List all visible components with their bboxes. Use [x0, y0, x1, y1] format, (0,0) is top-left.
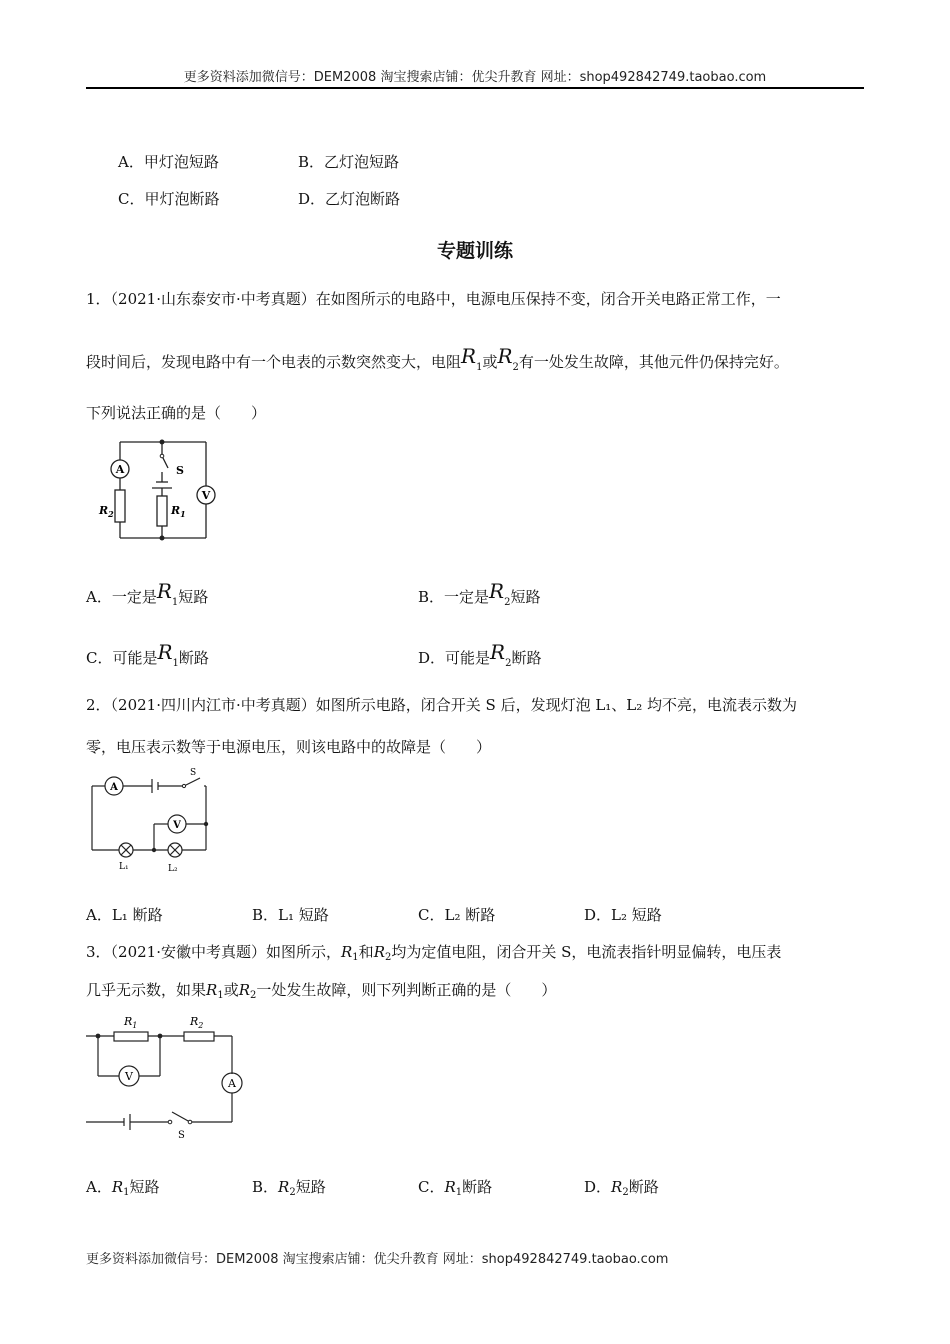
q3-option-c: C．$R_1$断路: [418, 1178, 493, 1198]
switch-label: S: [176, 464, 184, 477]
switch-label: S: [178, 1130, 185, 1141]
l2-label: L₂: [168, 864, 178, 874]
l1-label: L₁: [119, 862, 129, 872]
header-divider: [86, 87, 864, 89]
q2-option-a: A．L₁ 断路: [86, 906, 163, 924]
voltmeter-label: V: [173, 820, 181, 831]
option-text: 乙灯泡断路: [325, 190, 401, 208]
r-symbol: R: [497, 344, 513, 368]
prev-option-d: [298, 189, 400, 209]
option-text: 甲灯泡短路: [143, 153, 219, 171]
page-header: 更多资料添加微信号：DEM2008 淘宝搜索店铺：优尖升教育 网址：shop492842749.taobao.com: [183, 70, 767, 85]
q1-option-c: C．可能是$R_1$断路: [86, 640, 209, 669]
q2-option-c: C．L₂ 断路: [418, 906, 496, 924]
prev-option-b: [298, 152, 399, 172]
q2-option-d: D．L₂ 短路: [584, 906, 662, 924]
q3-option-b: B．$R_2$短路: [252, 1178, 326, 1198]
ammeter-label: A: [228, 1077, 236, 1090]
q3-option-a: A．$R_1$短路: [86, 1178, 160, 1198]
q1-option-d: D．可能是$R_2$断路: [418, 640, 542, 669]
r2-label: $R_2$: [99, 504, 114, 519]
ammeter-label: A: [110, 782, 118, 793]
r1-label: $R_1$: [124, 1015, 138, 1030]
q1-line2-end: 有一处发生故障，其他元件仍保持完好。: [518, 353, 789, 371]
q3-circuit-diagram: [86, 1008, 256, 1143]
option-text: 乙灯泡短路: [324, 153, 400, 171]
q3-line1: 3．（2021·安徽中考真题）如图所示，$R_1$和$R_2$均为定值电阻，闭合开关 S，电流表指针明显偏转，电压表: [86, 943, 782, 963]
r-symbol: R: [461, 344, 477, 368]
q1-circuit-diagram: [96, 432, 226, 547]
q1-line2: [86, 344, 789, 378]
q1-line1: 1．（2021·山东泰安市·中考真题）在如图所示的电路中，电源电压保持不变，闭合开关电路正常工作，一: [86, 290, 781, 308]
option-label: D．: [298, 190, 326, 208]
q2-line2: 零，电压表示数等于电源电压，则该电路中的故障是（ ）: [86, 738, 492, 756]
q2-circuit-diagram: [86, 764, 226, 879]
q1-or: 或: [482, 353, 498, 371]
ammeter-label: A: [115, 463, 125, 476]
q1-option-a: A．一定是$R_1$短路: [86, 579, 209, 608]
option-text: 甲灯泡断路: [144, 190, 220, 208]
voltmeter-label: V: [201, 489, 211, 502]
prev-option-a: [118, 152, 219, 172]
q1-line3: 下列说法正确的是（ ）: [86, 404, 267, 422]
r-subscript: 1: [476, 362, 483, 373]
q3-option-d: D．$R_2$断路: [584, 1178, 659, 1198]
r-subscript: 2: [512, 362, 519, 373]
r2-label: $R_2$: [190, 1015, 204, 1030]
q2-option-b: B．L₁ 短路: [252, 906, 329, 924]
r1-label: $R_1$: [171, 504, 186, 519]
q2-line1: 2．（2021·四川内江市·中考真题）如图所示电路，闭合开关 S 后，发现灯泡 L₁、L₂ 均不亮，电流表示数为: [86, 696, 798, 714]
option-label: B．: [298, 153, 325, 171]
switch-label: S: [190, 768, 197, 778]
prev-option-c: [118, 189, 220, 209]
q1-option-b: B．一定是$R_2$短路: [418, 579, 541, 608]
page-footer: 更多资料添加微信号：DEM2008 淘宝搜索店铺：优尖升教育 网址：shop492842749.taobao.com: [86, 1252, 669, 1267]
q3-line2: 几乎无示数，如果$R_1$或$R_2$一处发生故障，则下列判断正确的是（ ）: [86, 981, 557, 1001]
option-label: C．: [118, 190, 145, 208]
q1-line2-text: 段时间后，发现电路中有一个电表的示数突然变大，电阻: [86, 353, 462, 371]
option-label: A．: [118, 153, 144, 171]
voltmeter-label: V: [125, 1070, 133, 1083]
section-title: 专题训练: [436, 240, 513, 262]
